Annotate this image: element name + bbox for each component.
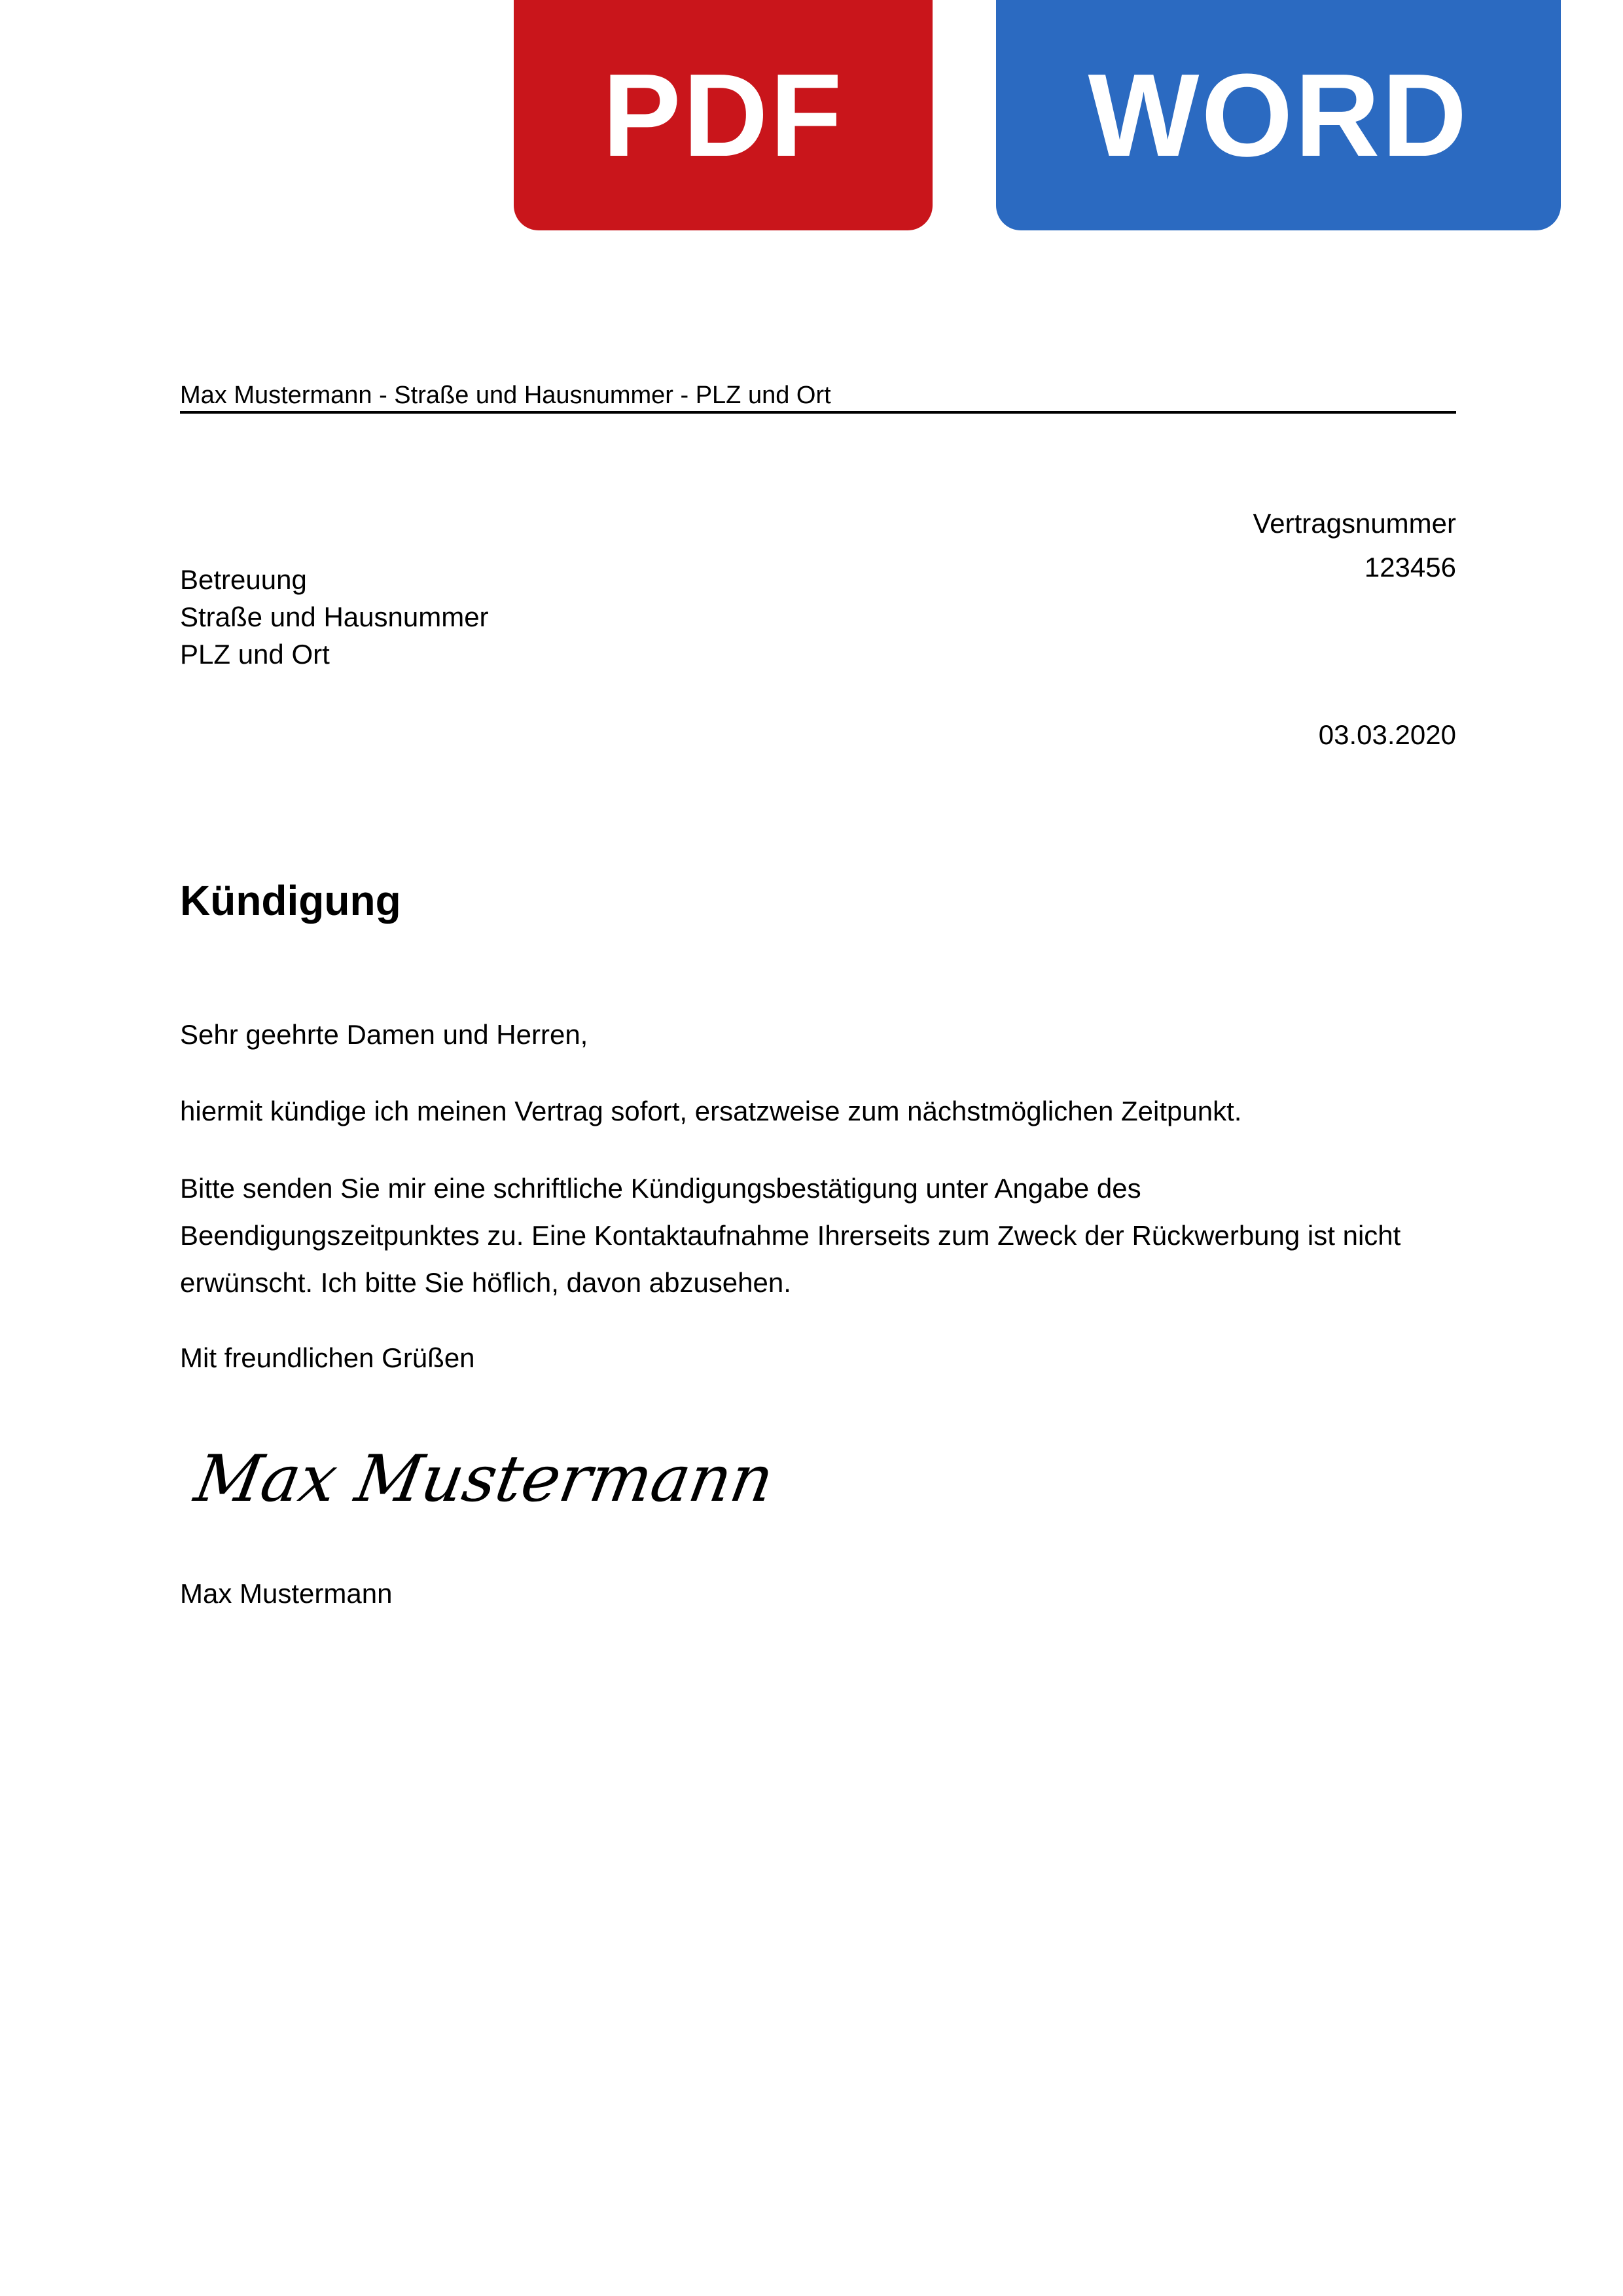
recipient-line-2: Straße und Hausnummer xyxy=(180,601,489,632)
body-paragraph-2-line-3: erwünscht. Ich bitte Sie höflich, davon abzusehen. xyxy=(180,1267,791,1298)
sender-address-line: Max Mustermann - Straße und Hausnummer - PLZ und Ort xyxy=(180,382,831,409)
contract-number-value: 123456 xyxy=(1364,552,1456,583)
closing-line: Mit freundlichen Grüßen xyxy=(180,1342,475,1373)
contract-number-label: Vertragsnummer xyxy=(1253,508,1456,539)
body-paragraph-2-line-1: Bitte senden Sie mir eine schriftliche Kündigungsbestätigung unter Angabe des xyxy=(180,1173,1141,1204)
recipient-address-block xyxy=(180,561,489,673)
salutation-line: Sehr geehrte Damen und Herren, xyxy=(180,1019,588,1050)
body-paragraph-1-line-1: hiermit kündige ich meinen Vertrag sofort, ersatzweise zum nächstmöglichen Zeitpunkt. xyxy=(180,1096,1242,1126)
handwritten-signature: Max Mustermann xyxy=(189,1442,779,1516)
subject-heading: Kündigung xyxy=(180,877,401,924)
download-pdf-button[interactable]: PDF xyxy=(514,0,933,230)
body-paragraph-2-line-2: Beendigungszeitpunktes zu. Eine Kontaktaufnahme Ihrerseits zum Zweck der Rückwerbung ist nicht xyxy=(180,1220,1401,1251)
recipient-line-3: PLZ und Ort xyxy=(180,639,330,670)
recipient-line-1: Betreuung xyxy=(180,564,307,595)
signer-printed-name: Max Mustermann xyxy=(180,1578,393,1609)
letter-date: 03.03.2020 xyxy=(1318,719,1456,750)
body-paragraph-1 xyxy=(180,1098,1456,1125)
sender-divider-rule xyxy=(180,411,1456,414)
download-word-button[interactable]: WORD xyxy=(996,0,1561,230)
body-paragraph-2 xyxy=(180,1165,1456,1306)
